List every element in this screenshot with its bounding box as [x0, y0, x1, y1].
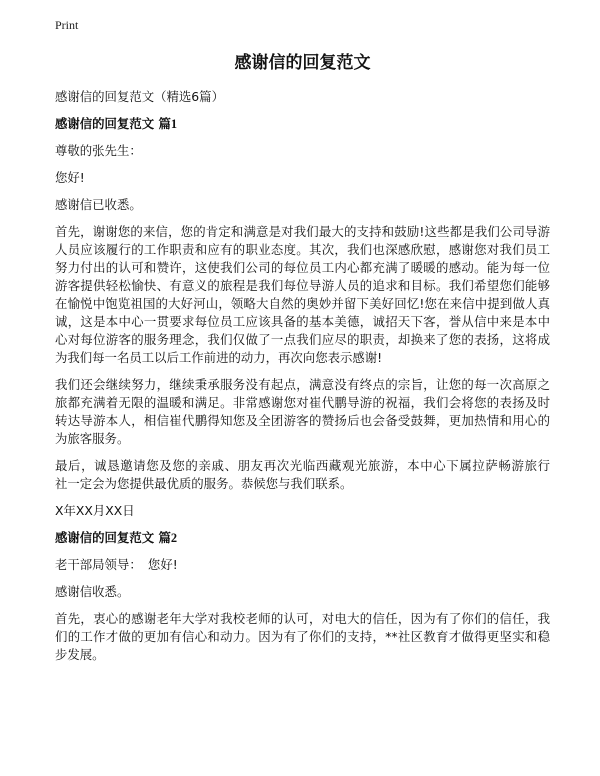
body-paragraph: 首先，谢谢您的来信，您的肯定和满意是对我们最大的支持和鼓励!这些都是我们公司导游人员应该履行的工作职责和应有的职业态度。其次，我们也深感欣慰，感谢您对我们员工努力付出的认可和赞许，这使我们公司的每位员工内心都充满了暖暖的感动。能为每一位游客提供轻松愉快、有意义的旅程是我们每位导游人员的追求和目标。我们希望您们能够在愉悦中饱览祖国的大好河山，领略大自然的奥妙并留下美好回忆!您在来信中提到做人真诚，这是本中心一贯要求每位员工应该具备的基本美德，诚招天下客，誉从信中来是本中心对每位游客的服务理念，我们仅做了一点我们应尽的职责，却换来了您的表扬，这将成为我们每一名员工以后工作前进的动力，再次向您表示感谢! [55, 224, 550, 365]
document-body [55, 52, 563, 673]
section-heading-1 [55, 115, 550, 133]
section-heading-text: 感谢信的回复范文 篇 [55, 116, 171, 131]
section-heading-number: 1 [170, 117, 178, 131]
subtitle: 感谢信的回复范文（精选6篇） [55, 89, 224, 104]
salutation: 尊敬的张先生： [55, 143, 142, 158]
section-heading-2 [55, 529, 550, 547]
body-paragraph: 首先，衷心的感谢老年大学对我校老师的认可，对电大的信任，因为有了你们的信任，我们的工作才做的更加有信心和动力。因为有了你们的支持，**社区教育才做得更坚实和稳步发展。 [55, 611, 550, 662]
received-note: 感谢信已收悉。 [55, 197, 142, 212]
page-title: 感谢信的回复范文 [234, 53, 371, 73]
section-heading-text: 感谢信的回复范文 篇 [55, 530, 171, 545]
salutation: 老干部局领导： 您好! [55, 557, 178, 572]
received-note: 感谢信收悉。 [55, 584, 130, 599]
date-line: X年XX月XX日 [55, 503, 135, 518]
print-link[interactable]: Print [55, 18, 79, 32]
body-paragraph: 最后，诚恳邀请您及您的亲戚、朋友再次光临西藏观光旅游，本中心下属拉萨畅游旅行 社一定会为您提供最优质的服务。恭候您与我们联系。 [55, 458, 563, 491]
section-heading-number: 2 [170, 531, 178, 545]
body-paragraph: 我们还会继续努力，继续秉承服务没有起点，满意没有终点的宗旨，让您的每一次高原之旅都充满着无限的温暖和满足。非常感谢您对崔代鹏导游的祝福，我们会将您的表扬及时转达导游本人，相信崔代鹏得知您及全团游客的赞扬后也会备受鼓舞，更加热情和用心的为旅客服务。 [55, 377, 550, 446]
greeting: 您好! [55, 170, 85, 185]
